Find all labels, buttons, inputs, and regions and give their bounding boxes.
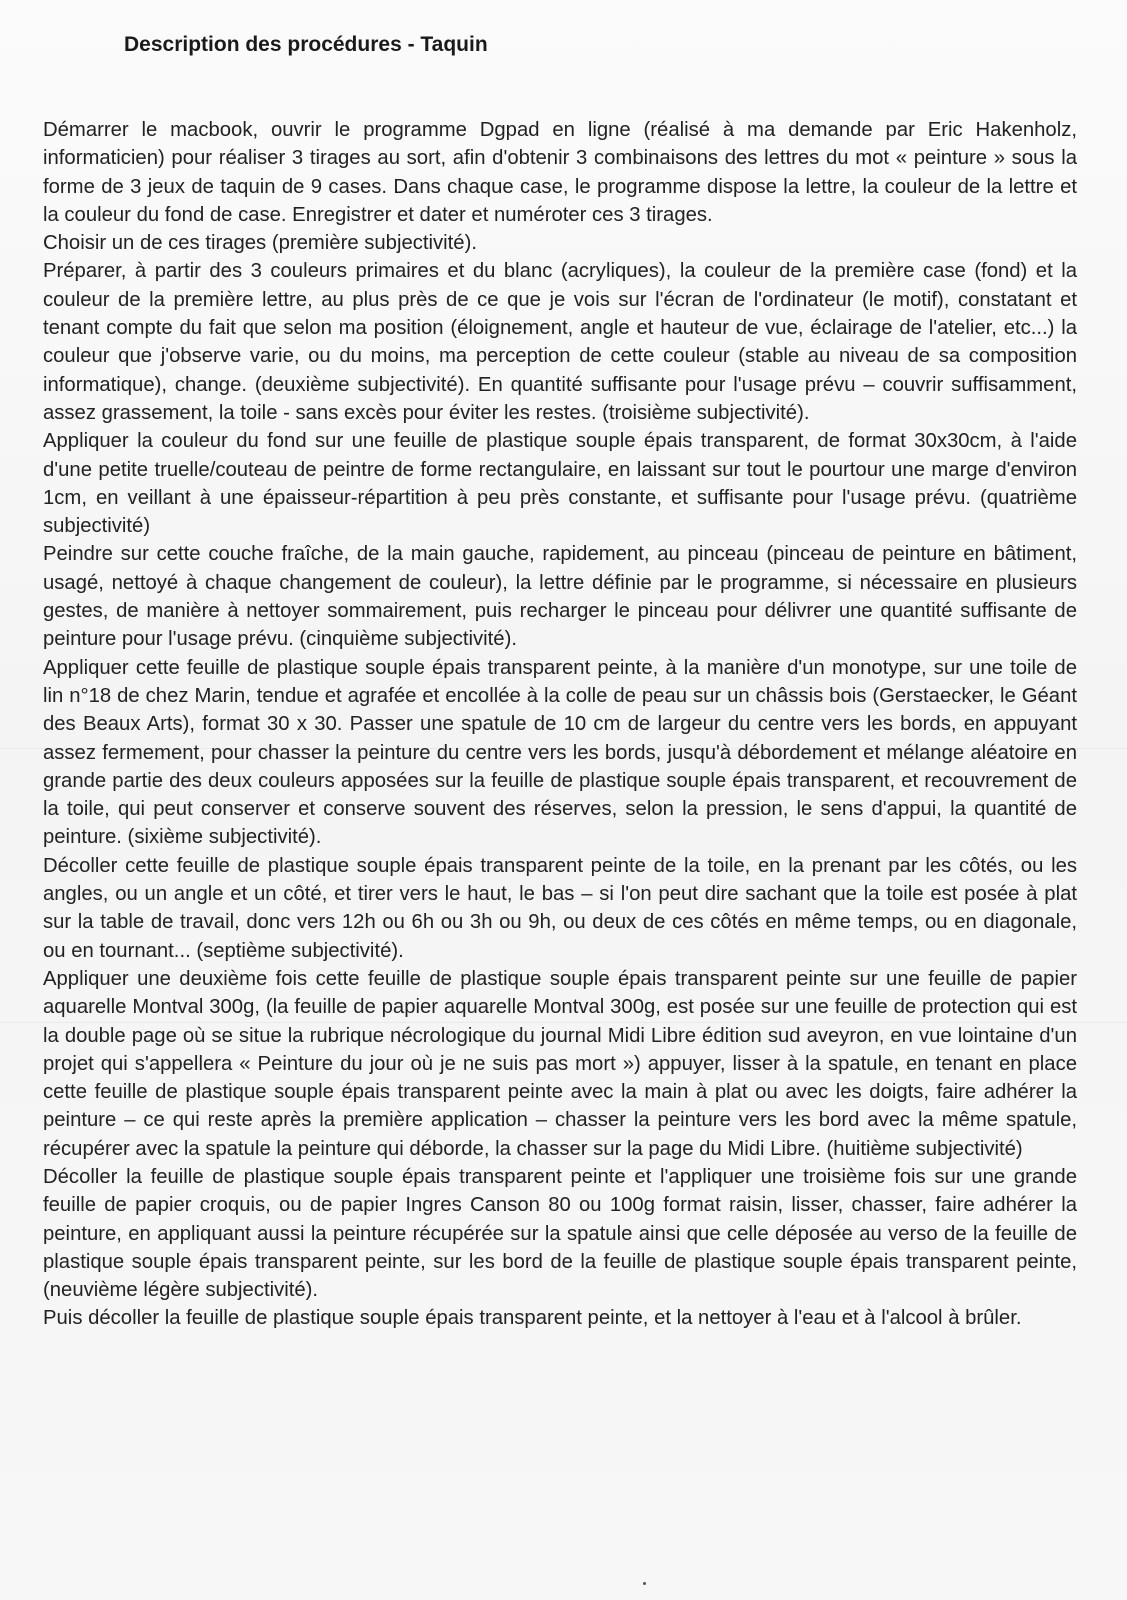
paragraph-apply-background: Appliquer la couleur du fond sur une feuille de plastique souple épais transparent, de format 30x30cm, à l'aide d'une petite truelle/couteau de peintre de forme rectangulaire, en laissant sur tout le pourtour une marge d'environ 1cm, en veillant à une épaisseur-répartition à peu près constante, et suffisante pour l'usage prévu. (quatrième subjectivité) bbox=[43, 430, 1077, 538]
paragraph-apply-to-canvas: Appliquer cette feuille de plastique souple épais transparent peinte, à la manière d'un monotype, sur une toile de lin n°18 de chez Marin, tendue et agrafée et encollée à la colle de peau sur un châssis bois (Gerstaecker, le Géant des Beaux Arts), format 30 x 30. Passer une spatule de 10 cm de largeur du centre vers les bords, en appuyant assez fermement, pour chasser la peinture du centre vers les bords, jusqu'à débordement et mélange aléatoire en grande partie des deux couleurs apposées sur la feuille de plastique souple épais transparent, et recouvrement de la toile, qui peut conserver et conserve souvent des réserves, selon la pression, le sens d'appui, la quantité de peinture. (sixième subjectivité). bbox=[43, 656, 1077, 849]
document-body bbox=[43, 116, 1077, 1333]
paragraph-second-application: Appliquer une deuxième fois cette feuille de plastique souple épais transparent peinte sur une feuille de papier aquarelle Montval 300g, (la feuille de papier aquarelle Montval 300g, est posée sur une feuille de protection qui est la double page où se situe la rubrique nécrologique du journal Midi Libre édition sud aveyron, en vue lointaine d'un projet qui s'appellera « Peinture du jour où je ne suis pas mort ») appuyer, lisser à la spatule, en tenant en place cette feuille de plastique souple épais transparent peinte avec la main à plat ou avec les doigts, faire adhérer la peinture – ce qui reste après la première application – chasser la peinture vers les bord avec la même spatule, récupérer avec la spatule la peinture qui déborde, la chasser sur la page du Midi Libre. (huitième subjectivité) bbox=[43, 967, 1077, 1160]
scan-speck bbox=[643, 1582, 646, 1585]
document-title: Description des procédures - Taquin bbox=[124, 33, 488, 56]
paragraph-third-application: Décoller la feuille de plastique souple épais transparent peinte et l'appliquer une troisième fois sur une grande feuille de papier croquis, ou de papier Ingres Canson 80 ou 100g format raisin, lisser, chasser, faire adhérer la peinture, en appliquant aussi la peinture récupérée sur la spatule ainsi que celle déposée au verso de la feuille de plastique souple épais transparent peinte, sur les bord de la feuille de plastique souple épais transparent peinte, (neuvième légère subjectivité). bbox=[43, 1165, 1077, 1302]
paragraph-choose-draw: Choisir un de ces tirages (première subjectivité). bbox=[43, 232, 477, 255]
paragraph-prepare-colors: Préparer, à partir des 3 couleurs primaires et du blanc (acryliques), la couleur de la première case (fond) et la couleur de la première lettre, au plus près de ce que je vois sur l'écran de l'ordinateur (le motif), constatant et tenant compte du fait que selon ma position (éloignement, angle et hauteur de vue, éclairage de l'atelier, etc...) la couleur que j'observe varie, ou du moins, ma perception de cette couleur (stable au niveau de sa composition informatique), change. (deuxième subjectivité). En quantité suffisante pour l'usage prévu – couvrir suffisamment, assez grassement, la toile - sans excès pour éviter les restes. (troisième subjectivité). bbox=[43, 260, 1077, 424]
paragraph-clean-sheet: Puis décoller la feuille de plastique souple épais transparent peinte, et la nettoyer à l'eau et à l'alcool à brûler. bbox=[43, 1307, 1022, 1330]
paragraph-peel-sheet: Décoller cette feuille de plastique souple épais transparent peinte de la toile, en la prenant par les côtés, ou les angles, ou un angle et un côté, et tirer vers le haut, le bas – si l'on peut dire sachant que la toile est posée à plat sur la table de travail, donc vers 12h ou 6h ou 3h ou 9h, ou deux de ces côtés en même temps, ou en diagonale, ou en tournant... (septième subjectivité). bbox=[43, 854, 1077, 962]
paragraph-start-program: Démarrer le macbook, ouvrir le programme Dgpad en ligne (réalisé à ma demande par Eric Hakenholz, informaticien) pour réaliser 3 tirages au sort, afin d'obtenir 3 combinaisons des lettres du mot « peinture » sous la forme de 3 jeux de taquin de 9 cases. Dans chaque case, le programme dispose la lettre, la couleur de la lettre et la couleur du fond de case. Enregistrer et dater et numéroter ces 3 tirages. bbox=[43, 119, 1077, 226]
paragraph-paint-letter: Peindre sur cette couche fraîche, de la main gauche, rapidement, au pinceau (pinceau de peinture en bâtiment, usagé, nettoyé à chaque changement de couleur), la lettre définie par le programme, si nécessaire en plusieurs gestes, de manière à nettoyer sommairement, puis recharger le pinceau pour délivrer une quantité suffisante de peinture pour l'usage prévu. (cinquième subjectivité). bbox=[43, 543, 1077, 651]
